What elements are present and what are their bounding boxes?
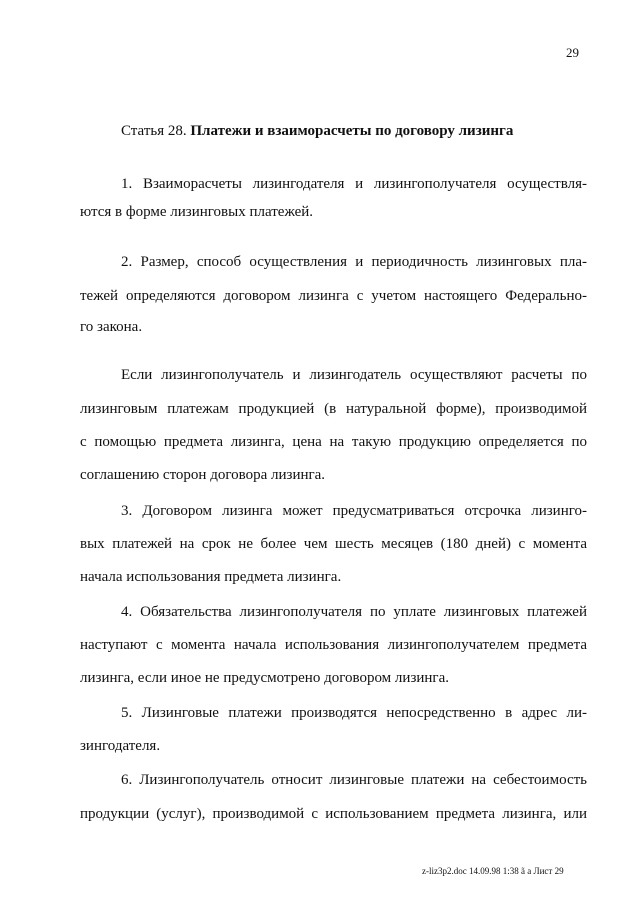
paragraph-line: 5. Лизинговые платежи производятся непосредственно в адрес ли- [121,705,587,721]
paragraph-line: 4. Обязательства лизингополучателя по уплате лизинговых платежей [121,604,587,620]
paragraph-line: Если лизингополучатель и лизингодатель осуществляют расчеты по [121,367,587,383]
document-footer: z-liz3p2.doc 14.09.98 1:38 ã a Лист 29 [422,866,564,876]
article-heading [121,122,513,140]
paragraph-line: начала использования предмета лизинга. [80,569,342,585]
paragraph-line: вых платежей на срок не более чем шесть месяцев (180 дней) с момента [80,536,587,552]
article-prefix: Статья 28. [121,123,191,139]
paragraph-line: наступают с момента начала использования лизингополучателем предмета [80,637,587,653]
paragraph-line: тежей определяются договором лизинга с учетом настоящего Федерально- [80,288,587,304]
article-title: Платежи и взаиморасчеты по договору лизинга [190,123,514,139]
paragraph-line: ются в форме лизинговых платежей. [80,204,314,220]
paragraph-line: 3. Договором лизинга может предусматриваться отсрочка лизинго- [121,503,587,519]
paragraph-line: 1. Взаиморасчеты лизингодателя и лизингополучателя осуществля- [121,176,587,192]
paragraph-line: лизинговым платежам продукцией (в натуральной форме), производимой [80,401,587,417]
paragraph-line: продукции (услуг), производимой с использованием предмета лизинга, или [80,806,587,822]
page-number: 29 [566,45,579,60]
paragraph-line: зингодателя. [80,738,161,754]
paragraph-line: го закона. [80,319,143,335]
paragraph-line: с помощью предмета лизинга, цена на такую продукцию определяется по [80,434,587,450]
paragraph-line: соглашению сторон договора лизинга. [80,467,326,483]
paragraph-line: 6. Лизингополучатель относит лизинговые платежи на себестоимость [121,772,587,788]
paragraph-line: лизинга, если иное не предусмотрено договором лизинга. [80,670,449,686]
paragraph-line: 2. Размер, способ осуществления и периодичность лизинговых пла- [121,254,587,270]
